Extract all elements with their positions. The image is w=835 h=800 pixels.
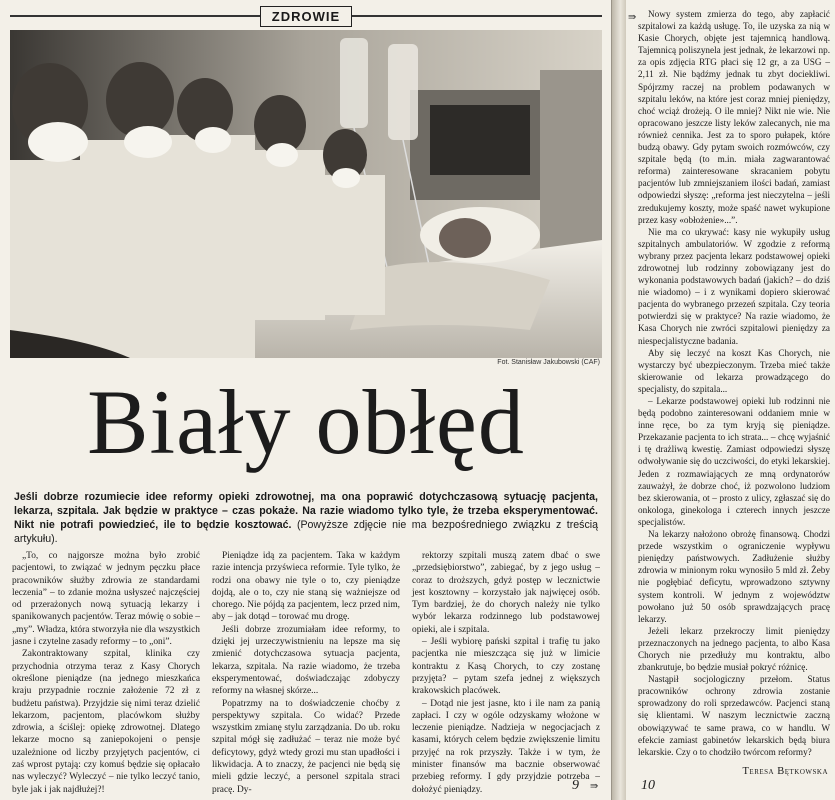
- paragraph: „To, co najgorsze można było zrobić pacjentowi, to związać w jednym pęczku płace pracowników służby zdrowia ze standardami leczenia” – to zdanie można usłyszeć najczęściej od przerażonych nową sytuacją lekarzy i spanikowanych pacjentów. Teraz mówię o sobie – „my”. Władza, która stworzyła nie dla wszystkich jasne i czytelne zasady reformy – to „oni”.: [12, 551, 200, 648]
- hospital-photo: [10, 30, 602, 358]
- article-column-2: [212, 550, 400, 795]
- lead-bold-text: Jeśli dobrze rozumiecie idee reformy opieki zdrowotnej, ma ona poprawić dotychczasową sytuację pacjenta, lekarza, szpitala. Jak będzie w praktyce – czas pokaże. Na razie wiadomo tylko tyle, że trzeba eksperymentować. Nikt nie potrafi powiedzieć, ile to będzie kosztować.: [14, 491, 598, 531]
- paragraph: Jeżeli lekarz przekroczy limit pieniędzy przeznaczonych na jednego pacjenta, to albo Kasa Chorych nie przedłuży mu kontraktu, albo zbankrutuje, bo będzie musiał pokryć różnicę.: [638, 625, 830, 673]
- paragraph: Nastąpił socjologiczny przełom. Status pracowników ochrony zdrowia zostanie sprowadzony do roli sprzedawców. Pacjenci staną się klientami. W naszym lecznictwie zaczną obowiązywać te same prawa, co w handlu. W efekcie zamiast gabinetów lekarskich będą biura lekarskie. Czy o to chodziło twórcom reformy?: [638, 674, 830, 757]
- paragraph: Nowy system zmierza do tego, aby zapłacić szpitalowi za każdą usługę. To, ile uzyska za nią w Kasie Chorych, objęte jest tajemnicą handlową. Tajemnicą poliszynela jest jednak, że lekarzowi np. za opis zdjęcia RTG płaci się 12 gr, a za USG – 2,11 zł. Nie bądźmy jednak tu zbyt dociekliwi. Spójrzmy raczej na problem podawanych w szpitalu leków, na które jest coraz mniej pieniędzy, choć wciąż drożeją. O ile mniej? Nikt nie wie. Nie opracowano jeszcze listy leków zalecanych, nie ma również cennika. Jest za to sporo pułapek, które budzą obawy. Gdy pytam swoich rozmówców, czy szpitale będą (to m.in. miała zagwarantować reforma) zainteresowane skracaniem pobytu pacjentów lub zmniejszaniem ilości badań, zamiast odpowiedzi słyszę: „reforma jest nieczytelna – jeśli zredukujemy koszty, może spaść nawet wykupione przez kasy «obłożenie»...”.: [638, 9, 830, 225]
- paragraph: Popatrzmy na to doświadczenie choćby z perspektywy szpitala. Co widać? Przede wszystkim zmianę stylu zarządzania. Do ub. roku szpital mógł się zadłużać – teraz nie może być deficytowy, gdyż wtedy grozi mu stan upadłości i likwidacja. A to znaczy, że pacjenci nie będą się mieli gdzie leczyć, a personel szpitala straci pracę. Dy-: [212, 698, 400, 795]
- page-gutter: [612, 0, 626, 800]
- paragraph: – Lekarze podstawowej opieki lub rodzinni nie będą podobno zainteresowani oddaniem mnie w inne ręce, bo za tym kryją się pieniądze. Przekazanie pacjenta to ich strata... – chcę wyjaśnić i tę drażliwą kwestię. Zamiast odpowiedzi słyszę odwoływanie się do uczciwości, do etyki lekarskiej. Jeden z rozmawiających ze mną ordynatorów zauważył, że dobrze choć, iż pozwolono ludziom bez skierowania, ot – prosto z ulicy, zgłaszać się do onkologa, ginekologa i czterech innych jeszcze specjalistów.: [638, 396, 830, 527]
- photo-credit: Fot. Stanisław Jakubowski (CAF): [497, 359, 600, 366]
- paragraph: Jeśli dobrze zrozumiałam idee reformy, to dzięki jej urzeczywistnieniu na lepsze ma się zmienić dotychczasowa sytuacja pacjenta, lekarza, szpitala. Na razie wiadomo, że trzeba eksperymentować, doświadczając zdobyczy reformy na własnej skórze...: [212, 624, 400, 697]
- paragraph: – Dotąd nie jest jasne, kto i ile nam za panią zapłaci. I czy w ogóle odzyskamy włożone w leczenie pieniądze. Nadzieja w negocjacjach z kasami, których celem będzie zwiększenie limitu przyjęć na rok przyszły. Także i w tym, że minister finansów ma bacznie obserwować przebieg reformy. I gdy przyjdzie potrzeba – dołożyć pieniądzy.: [412, 698, 600, 795]
- section-label: ZDROWIE: [260, 6, 352, 27]
- right-page-column: [638, 8, 830, 758]
- continued-arrow-icon: ⇛: [628, 12, 637, 23]
- right-page: [626, 0, 835, 800]
- paragraph: rektorzy szpitali muszą zatem dbać o swe „przedsiębiorstwo”, zabiegać, by z jego usług – coraz to droższych, gdyż postęp w lecznictwie jest kosztowny – korzystało jak najwięcej osób. Tym bardziej, że do chorych należy nie tylko wybór lekarza rodzinnego lub podstawowej opieki, ale i szpitala.: [412, 551, 600, 635]
- article-column-3: [412, 550, 600, 795]
- paragraph: Na lekarzy nałożono obrożę finansową. Chodzi przede wszystkim o ograniczenie wypływu pieniędzy państwowych. Zadłużenie służby zdrowia w minionym roku wynosiło 5 mld zł. Żeby nie pogłębiać deficytu, wprowadzono sztywny system kontroli. W jednym z województw powołano już 50 osób sprawdzających pracę lekarzy.: [638, 529, 830, 624]
- article-column-1: [12, 550, 200, 795]
- article-author: Teresa Bętkowska: [742, 766, 828, 777]
- continue-arrow-icon: ⇛: [590, 781, 599, 792]
- page-number-left: 9: [572, 778, 579, 793]
- page-number-right: 10: [641, 778, 655, 793]
- lead-photo-note: (Powyższe zdjęcie nie ma bezpośredniego związku z treścią artykułu).: [14, 519, 598, 545]
- paragraph: Aby się leczyć na koszt Kas Chorych, nie wystarczy być ubezpieczonym. Trzeba mieć także skierowanie od lekarza prowadzącego do specjalisty, do szpitala...: [638, 347, 830, 394]
- article-headline: Biały obłęd: [87, 371, 525, 473]
- hospital-photo-drawing: [10, 30, 602, 358]
- paragraph: Nie ma co ukrywać: kasy nie wykupiły usług szpitalnych ambulatoriów. W zgodzie z reformą wybrany przez pacjenta lekarz podstawowej opieki zdrowotnej lub rodzinny zobowiązany jest do wykonania podstawowych badań (jakich? – do dziś nie wiadomo) – i z wynikami dopiero skierować pacjenta do wybranego przezeń szpitala. Czy teoria potwierdzi się w praktyce? Na razie wiadomo, że Kasa Chorych nie zwróci szpitalowi pieniędzy za niespecjalistyczne badania.: [638, 226, 830, 346]
- article-columns: [12, 550, 600, 795]
- section-header: [10, 6, 602, 26]
- paragraph: Pieniądze idą za pacjentem. Taka w każdym razie intencja przyświeca reformie. Tyle tylko, że rodzi ona obawy nie tyle o to, czy pieniądze dojdą, ale o to, czy nie staną się ważniejsze od chorego. Nie pójdą za pacjentem, lecz przed nim, aby – jak dotąd – torować mu drogę.: [212, 551, 400, 623]
- paragraph: – Jeśli wybiorę pański szpital i trafię tu jako pacjentka nie mieszcząca się już w limicie kontraktu z Kasą Chorych, to czy zostanę przyjęta? – pytam szefa jednej z większych krakowskich placówek.: [412, 637, 600, 697]
- paragraph: Zakontraktowany szpital, klinika czy przychodnia otrzyma teraz z Kasy Chorych określone pieniądze (na jednego mieszkańca kraju przypadnie rocznie założenie 72 zł z budżetu państwa). Przyjdzie się nimi teraz dzielić lekarzom, pacjentom, placówkom służby zdrowia, a ściślej: opiekę zdrowotnej. Dlatego lekarze mocno są zaniepokojeni o pensje uzależnione od liczby przyjętych pacjentów, ci zaś wprost pytają: czy komuś będzie się opłacało nas wyleczyć? Wyleczyć – nie tylko leczyć tanio, byle jak i jak najdłużej?!: [12, 649, 200, 795]
- article-lead: [14, 490, 598, 546]
